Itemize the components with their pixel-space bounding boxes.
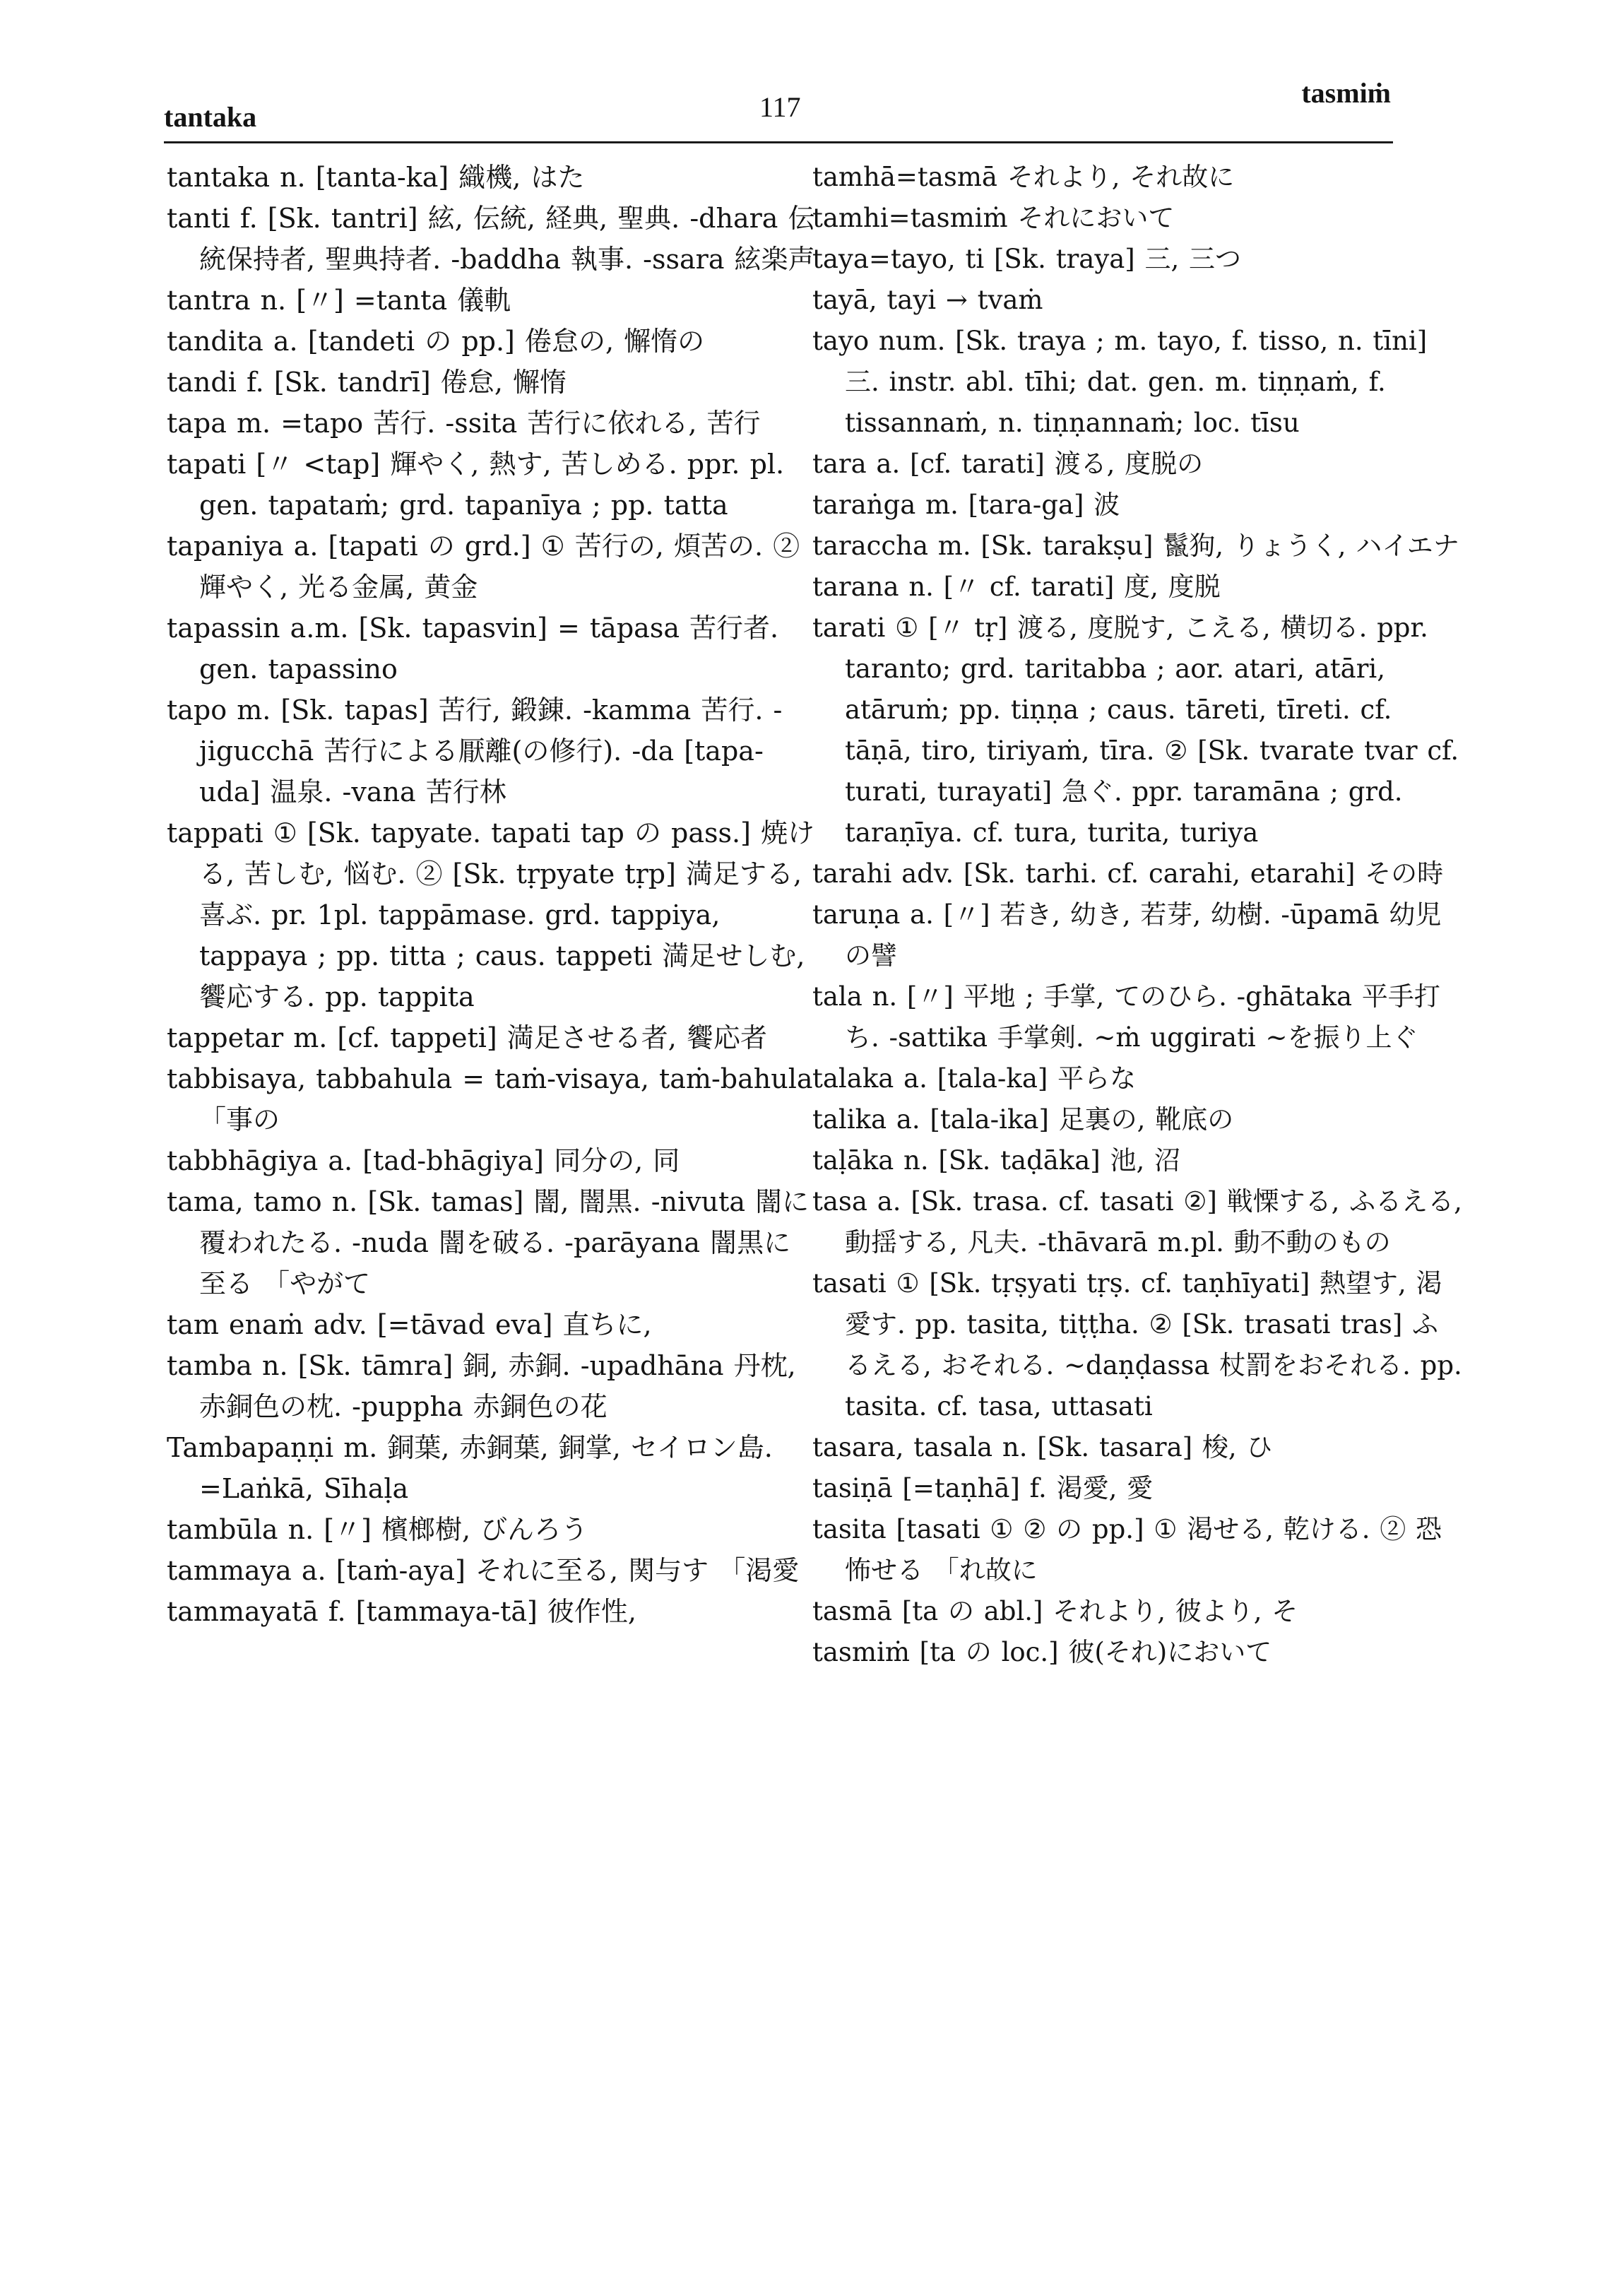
dictionary-entry: tapassin a.m. [Sk. tapasvin] = tāpasa 苦行者. gen. tapassino: [167, 613, 779, 685]
dictionary-entry: talika a. [tala-ika] 足裏の, 靴底の: [812, 1104, 1234, 1135]
dictionary-entry: tasati ① [Sk. tṛṣyati tṛṣ. cf. taṇhīyati] 熱望す, 渇愛す. pp. tasita, tiṭṭha. ② [Sk. trasati tras] ふるえる, おそれる. ~daṇḍassa 杖罰をおそれる. pp. tasita. cf. tasa, uttasati: [812, 1268, 1462, 1421]
dictionary-entry: tama, tamo n. [Sk. tamas] 闇, 闇黒. -nivuta 闇に覆われたる. -nuda 闇を破る. -parāyana 闇黒に至る 「やがて: [167, 1186, 810, 1299]
dictionary-entry: tapa m. =tapo 苦行. -ssita 苦行に依れる, 苦行: [167, 408, 761, 439]
dictionary-entry: tapo m. [Sk. tapas] 苦行, 鍛錬. -kamma 苦行. -jigucchā 苦行による厭離(の修行). -da [tapa-uda] 温泉. -vana 苦行林: [167, 694, 783, 808]
dictionary-entry: talaka a. [tala-ka] 平らな: [812, 1063, 1137, 1094]
dictionary-entry: tantra n. [〃] =tanta 儀軌: [167, 285, 511, 316]
dictionary-entry: tasa a. [Sk. trasa. cf. tasati ②] 戦慄する, ふるえる, 動揺する, 凡夫. -thāvarā m.pl. 動不動のもの: [812, 1186, 1462, 1258]
header-rule: [164, 141, 1393, 143]
dictionary-entry: tara a. [cf. tarati] 渡る, 度脱の: [812, 449, 1204, 479]
dictionary-entry: tarana n. [〃 cf. tarati] 度, 度脱: [812, 572, 1221, 602]
dictionary-entry: tala n. [〃] 平地 ; 手掌, てのひら. -ghātaka 平手打ち. -sattika 手掌剣. ~ṁ uggirati ~を振り上ぐ: [812, 981, 1440, 1053]
dictionary-entry: taruṇa a. [〃] 若き, 幼き, 若芽, 幼樹. -ūpamā 幼児の譬: [812, 899, 1442, 971]
dictionary-entry: tasmiṁ [ta の loc.] 彼(それ)において: [812, 1637, 1272, 1667]
dictionary-entry: tamhā=tasmā それより, それ故に: [812, 162, 1235, 192]
dictionary-entry: tasita [tasati ① ② の pp.] ① 渇せる, 乾ける. ② 恐怖せる 「れ故に: [812, 1514, 1442, 1585]
left-column: [167, 157, 817, 1632]
dictionary-entry: tammayatā f. [tammaya-tā] 彼作性,: [167, 1596, 636, 1627]
dictionary-entry: tamba n. [Sk. tāmra] 銅, 赤銅. -upadhāna 丹枕, 赤銅色の枕. -puppha 赤銅色の花: [167, 1350, 796, 1422]
dictionary-entry: tappetar m. [cf. tappeti] 満足させる者, 饗応者: [167, 1022, 767, 1053]
dictionary-entry: tamhi=tasmiṁ それにおいて: [812, 203, 1175, 233]
dictionary-entry: tam enaṁ adv. [=tāvad eva] 直ちに,: [167, 1309, 652, 1340]
dictionary-entry: taya=tayo, ti [Sk. traya] 三, 三つ: [812, 244, 1242, 274]
dictionary-entry: tandi f. [Sk. tandrī] 倦怠, 懈惰: [167, 367, 567, 398]
dictionary-entry: tasmā [ta の abl.] それより, 彼より, そ: [812, 1596, 1298, 1626]
page-number: 117: [759, 91, 801, 123]
dictionary-entry: tambūla n. [〃] 檳榔樹, びんろう: [167, 1514, 588, 1545]
dictionary-entry: tayā, tayi → tvaṁ: [812, 285, 1043, 315]
dictionary-entry: Tambapaṇṇi m. 銅葉, 赤銅葉, 銅掌, セイロン島. =Laṅkā, Sīhaḷa: [167, 1432, 773, 1504]
dictionary-entry: taraṅga m. [tara-ga] 波: [812, 490, 1120, 520]
dictionary-entry: tasiṇā [=taṇhā] f. 渇愛, 愛: [812, 1473, 1154, 1503]
right-column: [812, 157, 1462, 1673]
dictionary-entry: tarati ① [〃 tṛ] 渡る, 度脱す, こえる, 横切る. ppr. taranto; grd. taritabba ; aor. atari, atāri, atāruṁ; pp. tiṇṇa ; caus. tāreti, tīreti. cf. tāṇā, tiro, tiriyaṁ, tīra. ② [Sk. tvarate tvar cf. turati, turayati] 急ぐ. ppr. taramāna ; grd. taraṇīya. cf. tura, turita, turiya: [812, 613, 1459, 848]
dictionary-entry: tarahi adv. [Sk. tarhi. cf. carahi, etarahi] その時: [812, 858, 1444, 889]
dictionary-entry: taḷāka n. [Sk. taḍāka] 池, 沼: [812, 1145, 1181, 1176]
dictionary-entry: tappati ① [Sk. tapyate. tapati tap の pass.] 焼ける, 苦しむ, 悩む. ② [Sk. tṛpyate tṛp] 満足する, 喜ぶ. pr. 1pl. tappāmase. grd. tappiya, tappaya ; pp. titta ; caus. tappeti 満足せしむ, 饗応する. pp. tappita: [167, 817, 814, 1012]
dictionary-entry: tammaya a. [taṁ-aya] それに至る, 関与す 「渇愛: [167, 1555, 800, 1586]
running-head-left: tantaka: [164, 101, 257, 133]
dictionary-entry: tantaka n. [tanta-ka] 織機, はた: [167, 162, 585, 193]
dictionary-entry: tabbhāgiya a. [tad-bhāgiya] 同分の, 同: [167, 1145, 680, 1176]
dictionary-entry: tanti f. [Sk. tantri] 絃, 伝統, 経典, 聖典. -dhara 伝統保持者, 聖典持者. -baddha 執事. -ssara 絃楽声: [167, 203, 815, 275]
dictionary-entry: tasara, tasala n. [Sk. tasara] 梭, ひ: [812, 1432, 1273, 1462]
dictionary-entry: tabbisaya, tabbahula = taṁ-visaya, taṁ-bahula 「事の: [167, 1063, 813, 1135]
dictionary-entry: tandita a. [tandeti の pp.] 倦怠の, 懈惰の: [167, 326, 705, 357]
dictionary-entry: tapaniya a. [tapati の grd.] ① 苦行の, 煩苦の. ② 輝やく, 光る金属, 黄金: [167, 531, 800, 603]
dictionary-entry: tayo num. [Sk. traya ; m. tayo, f. tisso, n. tīni] 三. instr. abl. tīhi; dat. gen. m. tiṇṇaṁ, f. tissannaṁ, n. tiṇṇannaṁ; loc. tīsu: [812, 326, 1428, 438]
running-head-right: tasmiṁ: [1301, 77, 1391, 109]
dictionary-entry: taraccha m. [Sk. tarakṣu] 鬣狗, りょうく, ハイエナ: [812, 531, 1459, 561]
dictionary-entry: tapati [〃 <tap] 輝やく, 熱す, 苦しめる. ppr. pl. gen. tapataṁ; grd. tapanīya ; pp. tatta: [167, 449, 785, 521]
